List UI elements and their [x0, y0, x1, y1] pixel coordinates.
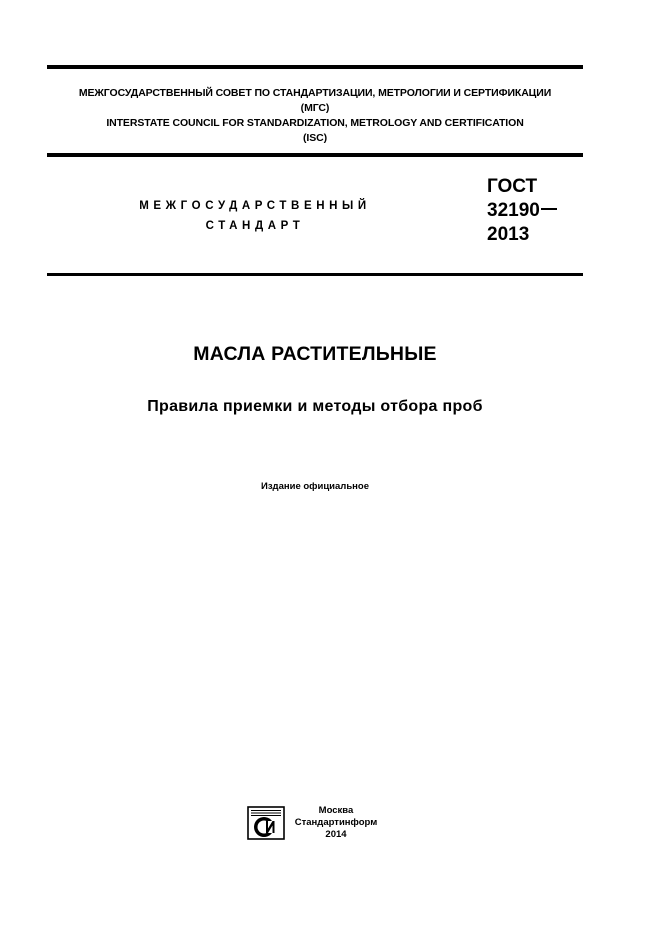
designation-number: 32190 — [487, 200, 540, 221]
publisher-year: 2014 — [325, 829, 347, 840]
middle-divider — [47, 153, 583, 157]
edition-note: Издание официальное — [261, 481, 369, 492]
council-header — [47, 86, 583, 146]
standard-designation — [487, 175, 557, 247]
publisher-city: Москва — [318, 805, 354, 816]
standartinform-logo-icon — [247, 806, 285, 840]
top-divider — [47, 65, 583, 69]
council-abbr-ru: (МГС) — [300, 102, 330, 114]
designation-prefix: ГОСТ — [487, 176, 538, 197]
bottom-divider — [47, 273, 583, 276]
council-abbr-en: (ISC) — [303, 132, 327, 144]
document-title: МАСЛА РАСТИТЕЛЬНЫЕ — [193, 343, 437, 365]
council-name-en: INTERSTATE COUNCIL FOR STANDARDIZATION, METROLOGY AND CERTIFICATION — [106, 117, 524, 129]
standard-type-line2: СТАНДАРТ — [205, 220, 305, 232]
designation-dash — [541, 208, 557, 210]
designation-number-line — [487, 199, 557, 223]
standard-type — [100, 196, 410, 236]
publisher-block — [293, 805, 379, 841]
designation-year: 2013 — [487, 224, 530, 245]
council-name-ru: МЕЖГОСУДАРСТВЕННЫЙ СОВЕТ ПО СТАНДАРТИЗАЦИИ, МЕТРОЛОГИИ И СЕРТИФИКАЦИИ — [78, 87, 552, 99]
document-subtitle: Правила приемки и методы отбора проб — [147, 398, 483, 415]
standard-type-line1: МЕЖГОСУДАРСТВЕННЫЙ — [139, 200, 371, 212]
publisher-name: Стандартинформ — [294, 817, 378, 828]
